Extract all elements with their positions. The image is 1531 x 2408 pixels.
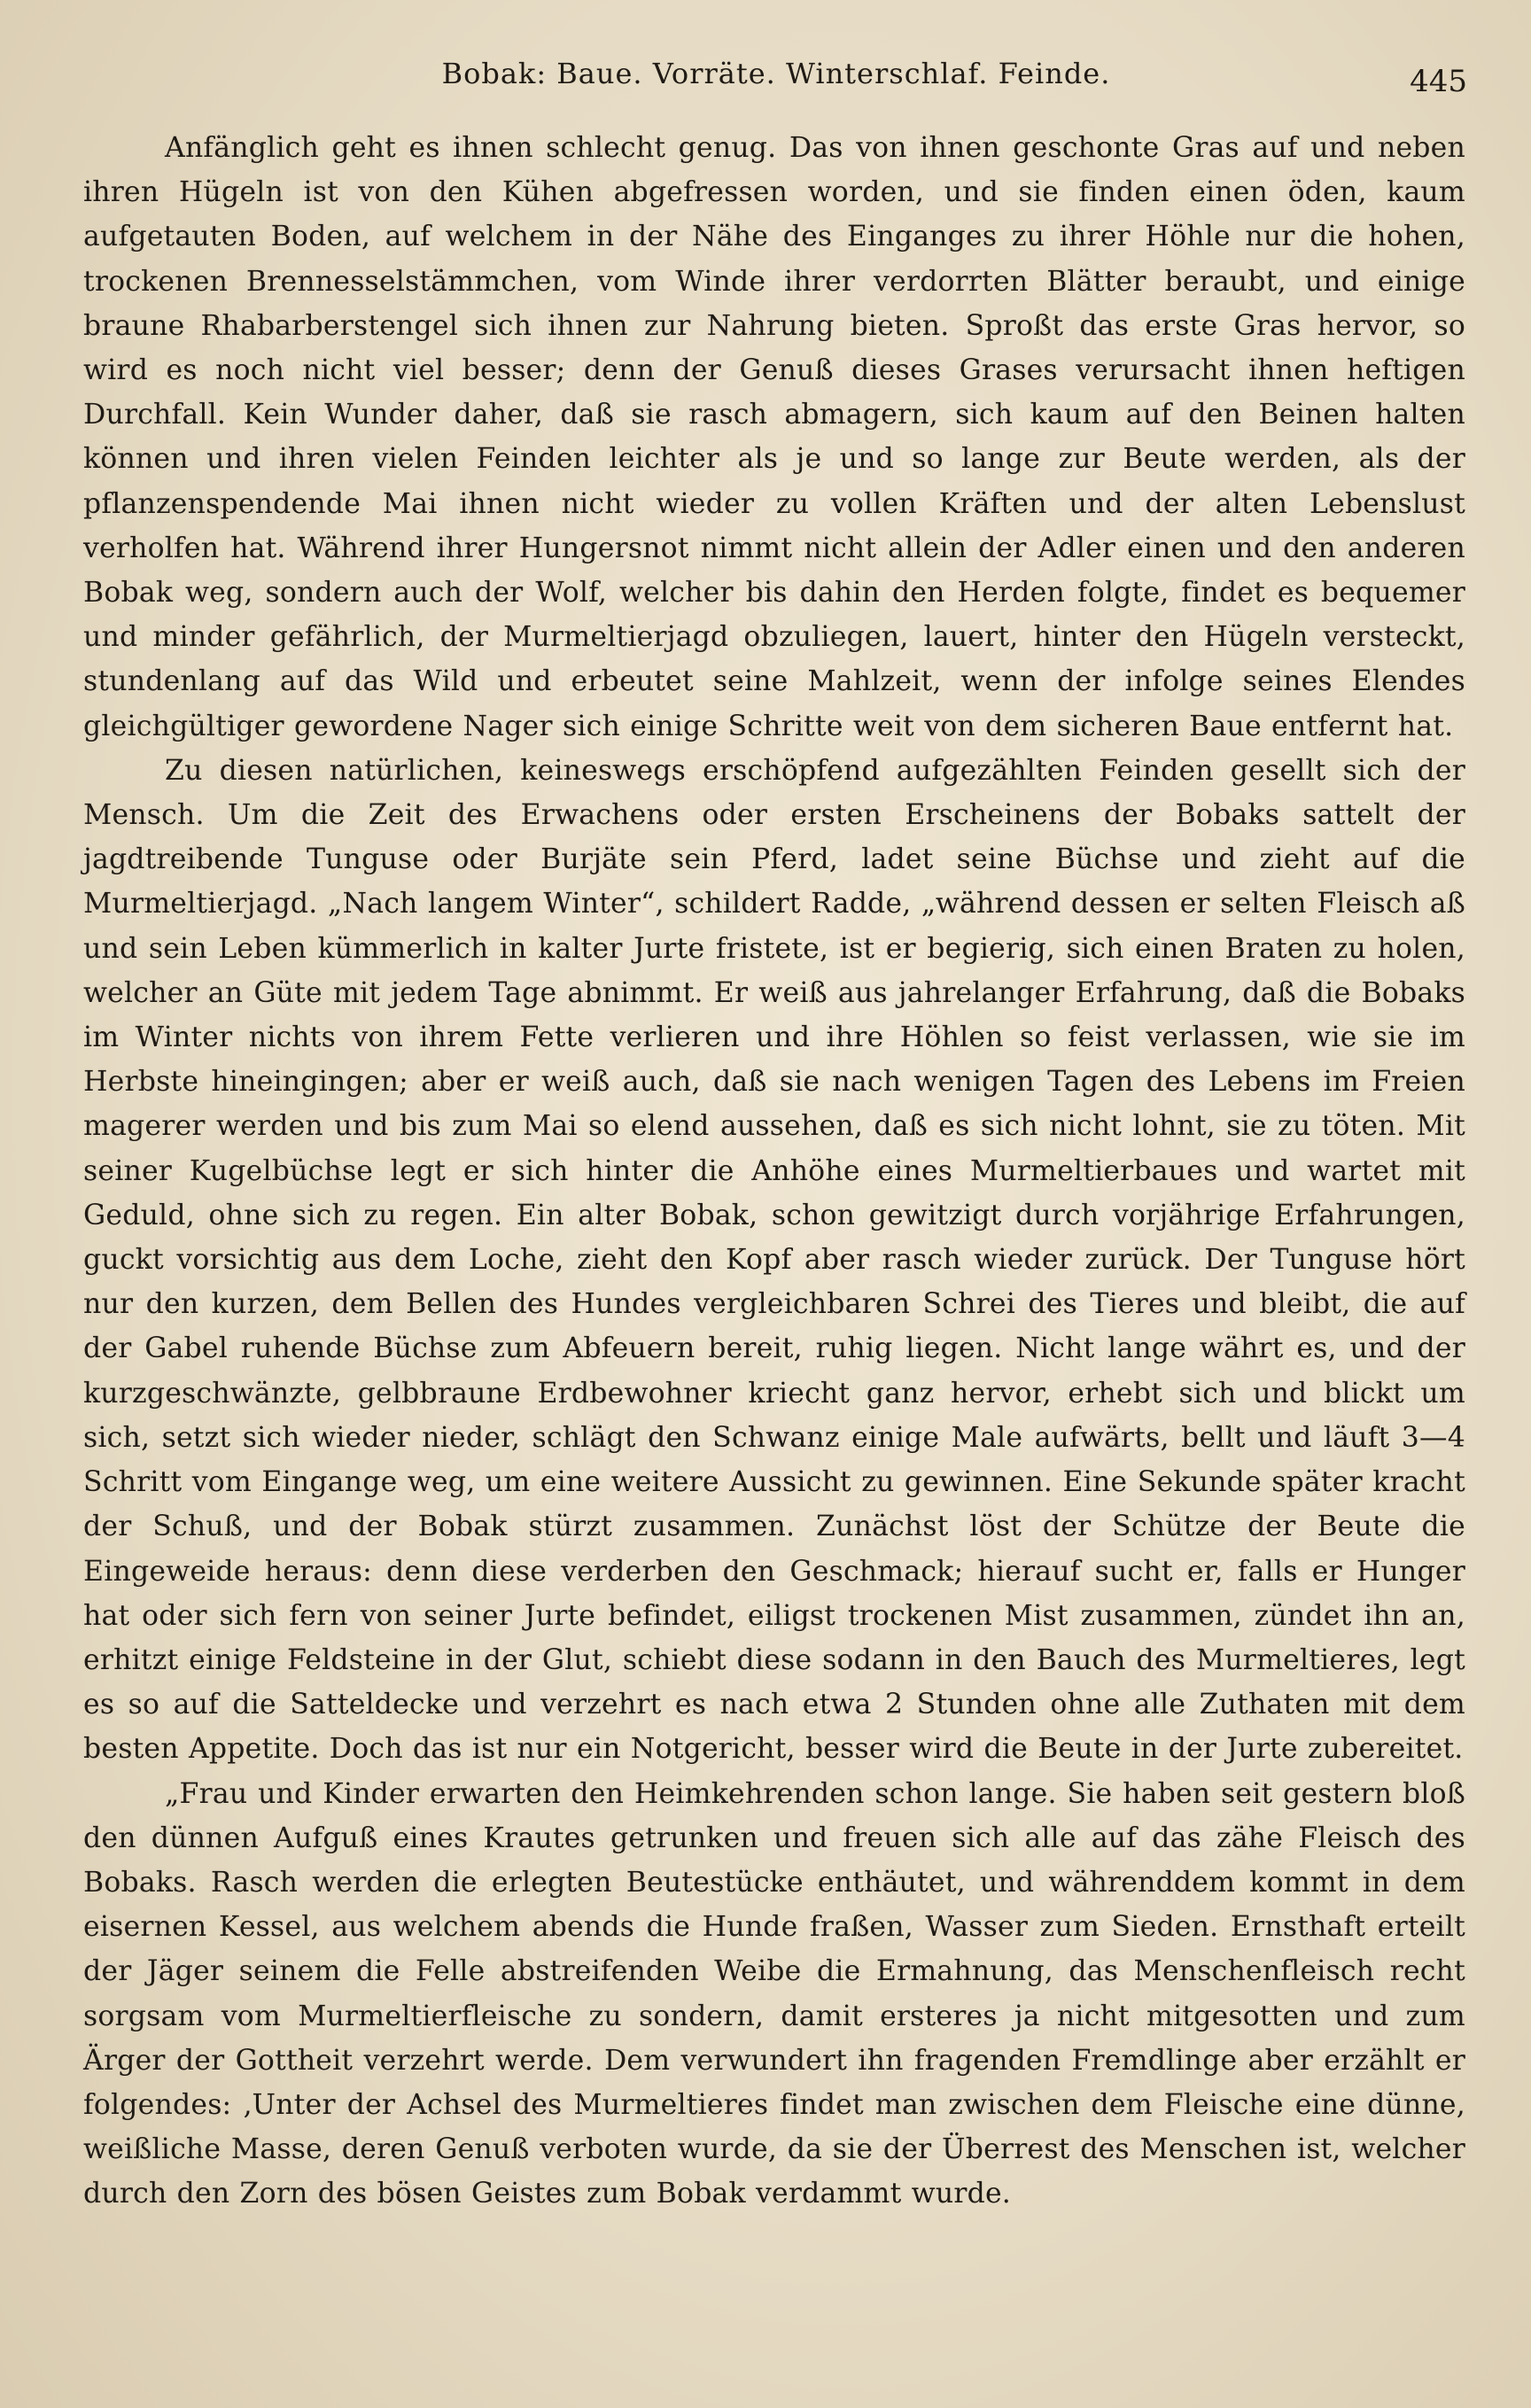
page-number: 445 <box>1410 64 1467 99</box>
page-header <box>85 57 1467 110</box>
paragraph: „Frau und Kinder erwarten den Heimkehrenden schon lange. Sie haben seit gestern bloß den dünnen Aufguß eines Krautes getrunken und freuen sich alle auf das zähe Fleisch des Bobaks. Rasch werden die erlegten Beutestücke enthäutet, und währenddem kommt in dem eisernen Kessel, aus welchem abends die Hunde fraßen, Wasser zum Sieden. Ernsthaft erteilt der Jäger seinem die Felle abstreifenden Weibe die Ermahnung, das Menschenfleisch recht sorgsam vom Murmeltierfleische zu sondern, damit ersteres ja nicht mitgesotten und zum Ärger der Gottheit verzehrt werde. Dem verwundert ihn fragenden Fremdlinge aber erzählt er folgendes: ‚Unter der Achsel des Murmeltieres findet man zwischen dem Fleische eine dünne, weißliche Masse, deren Genuß verboten wurde, da sie der Überrest des Menschen ist, welcher durch den Zorn des bösen Geistes zum Bobak verdammt wurde. <box>83 1777 1465 2210</box>
paragraph: Zu diesen natürlichen, keineswegs erschöpfend aufgezählten Feinden gesellt sich der Mensch. Um die Zeit des Erwachens oder ersten Erscheinens der Bobaks sattelt der jagdtreibende Tunguse oder Burjäte sein Pferd, ladet seine Büchse und zieht auf die Murmeltierjagd. „Nach langem Winter“, schildert Radde, „während dessen er selten Fleisch aß und sein Leben kümmerlich in kalter Jurte fristete, ist er begierig, sich einen Braten zu holen, welcher an Güte mit jedem Tage abnimmt. Er weiß aus jahrelanger Erfahrung, daß die Bobaks im Winter nichts von ihrem Fette verlieren und ihre Höhlen so feist verlassen, wie sie im Herbste hineingingen; aber er weiß auch, daß sie nach wenigen Tagen des Lebens im Freien magerer werden und bis zum Mai so elend aussehen, daß es sich nicht lohnt, sie zu töten. Mit seiner Kugelbüchse legt er sich hinter die Anhöhe eines Murmeltierbaues und wartet mit Geduld, ohne sich zu regen. Ein alter Bobak, schon gewitzigt durch vorjährige Erfahrungen, guckt vorsichtig aus dem Loche, zieht den Kopf aber rasch wieder zurück. Der Tunguse hört nur den kurzen, dem Bellen des Hundes vergleichbaren Schrei des Tieres und bleibt, die auf der Gabel ruhende Büchse zum Abfeuern bereit, ruhig liegen. Nicht lange währt es, und der kurzgeschwänzte, gelbbraune Erdbewohner kriecht ganz hervor, erhebt sich und blickt um sich, setzt sich wieder nieder, schlägt den Schwanz einige Male aufwärts, bellt und läuft 3—4 Schritt vom Eingange weg, um eine weitere Aussicht zu gewinnen. Eine Sekunde später kracht der Schuß, und der Bobak stürzt zusammen. Zunächst löst der Schütze der Beute die Eingeweide heraus: denn diese verderben den Geschmack; hierauf sucht er, falls er Hunger hat oder sich fern von seiner Jurte befindet, eiligst trockenen Mist zusammen, zündet ihn an, erhitzt einige Feldsteine in der Glut, schiebt diese sodann in den Bauch des Murmeltieres, legt es so auf die Satteldecke und verzehrt es nach etwa 2 Stunden ohne alle Zuthaten mit dem besten Appetite. Doch das ist nur ein Notgericht, besser wird die Beute in der Jurte zubereitet. <box>83 754 1465 1766</box>
running-head: Bobak: Baue. Vorräte. Winterschlaf. Feinde. <box>441 57 1111 90</box>
body-text <box>83 126 1465 2217</box>
paragraph: Anfänglich geht es ihnen schlecht genug. Das von ihnen geschonte Gras auf und neben ihren Hügeln ist von den Kühen abgefressen worden, und sie finden einen öden, kaum aufgetauten Boden, auf welchem in der Nähe des Einganges zu ihrer Höhle nur die hohen, trockenen Brennesselstämmchen, vom Winde ihrer verdorrten Blätter beraubt, und einige braune Rhabarberstengel sich ihnen zur Nahrung bieten. Sproßt das erste Gras hervor, so wird es noch nicht viel besser; denn der Genuß dieses Grases verursacht ihnen heftigen Durchfall. Kein Wunder daher, daß sie rasch abmagern, sich kaum auf den Beinen halten können und ihren vielen Feinden leichter als je und so lange zur Beute werden, als der pflanzenspendende Mai ihnen nicht wieder zu vollen Kräften und der alten Lebenslust verholfen hat. Während ihrer Hungersnot nimmt nicht allein der Adler einen und den anderen Bobak weg, sondern auch der Wolf, welcher bis dahin den Herden folgte, findet es bequemer und minder gefährlich, der Murmeltierjagd obzuliegen, lauert, hinter den Hügeln versteckt, stundenlang auf das Wild und erbeutet seine Mahlzeit, wenn der infolge seines Elendes gleichgültiger gewordene Nager sich einige Schritte weit von dem sicheren Baue entfernt hat. <box>83 132 1465 742</box>
